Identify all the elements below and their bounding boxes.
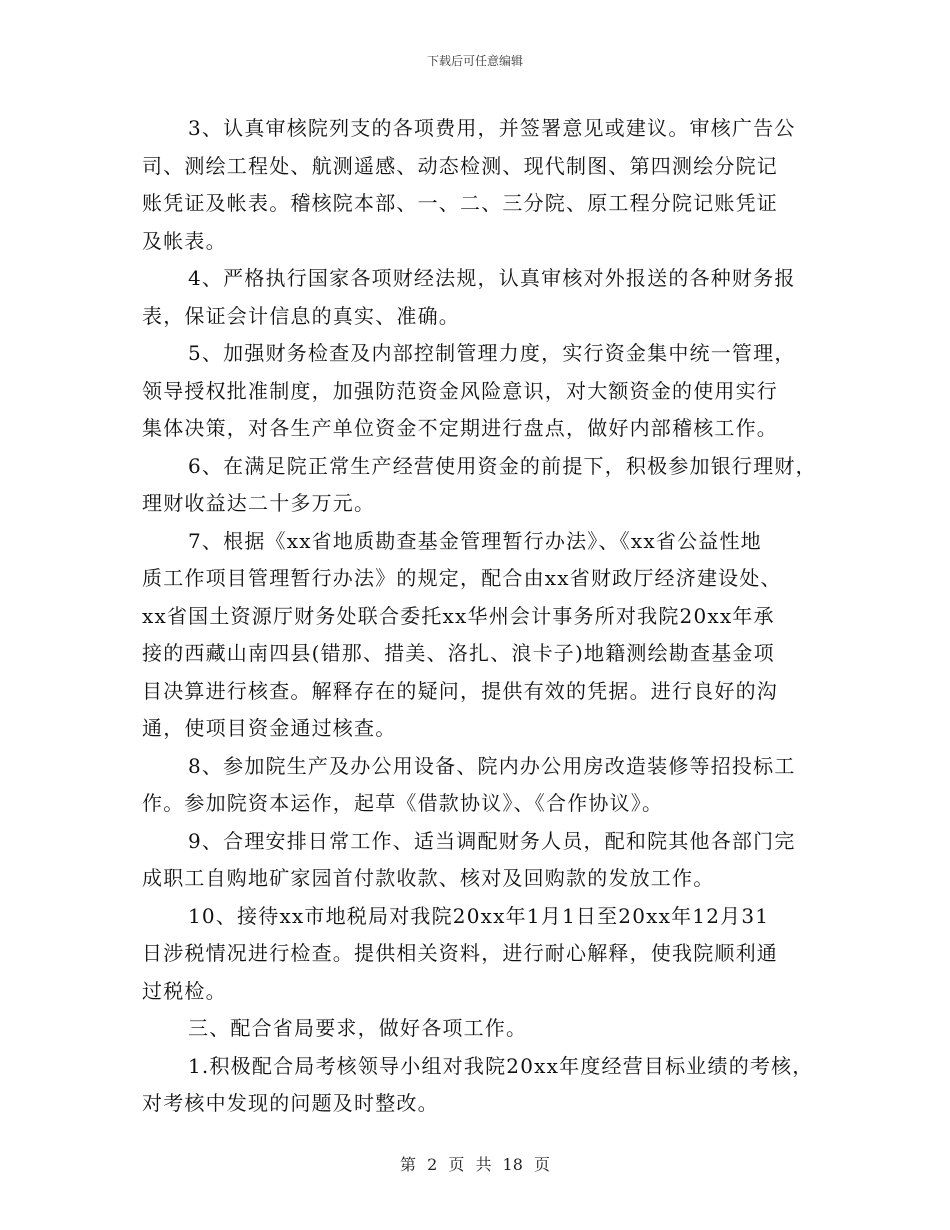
text-line: 成职工自购地矿家园首付款收款、核对及回购款的发放工作。: [142, 866, 715, 890]
text-line: 目决算进行核查。解释存在的疑问，提供有效的凭据。进行良好的沟: [142, 678, 778, 703]
text-line: 过税检。: [142, 978, 227, 1003]
text-line: 6、在满足院正常生产经营使用资金的前提下，积极参加银行理财，: [188, 453, 817, 478]
text-line: 集体决策，对各生产单位资金不定期进行盘点，做好内部稽核工作。: [142, 416, 778, 440]
text-line: 司、测绘工程处、航测遥感、动态检测、现代制图、第四测绘分院记: [142, 153, 778, 178]
text-line: 质工作项目管理暂行办法》的规定，配合由xx省财政厅经济建设处、: [142, 566, 782, 590]
text-line: 表，保证会计信息的真实、准确。: [142, 303, 460, 328]
text-line: 4、严格执行国家各项财经法规，认真审核对外报送的各种财务报: [188, 266, 796, 290]
text-line: 及帐表。: [142, 228, 227, 253]
text-line: 账凭证及帐表。稽核院本部、一、二、三分院、原工程分院记账凭证: [142, 191, 778, 215]
text-line: 作。参加院资本运作，起草《借款协议》、《合作协议》。: [142, 791, 664, 815]
text-line: 日涉税情况进行检查。提供相关资料，进行耐心解释，使我院顺利通: [142, 941, 778, 965]
text-line: 3、认真审核院列支的各项费用，并签署意见或建议。审核广告公: [188, 116, 796, 140]
text-line: 9、合理安排日常工作、适当调配财务人员，配和院其他各部门完: [188, 828, 796, 853]
text-line: xx省国土资源厅财务处联合委托xx华州会计事务所对我院20xx年承: [142, 603, 775, 628]
text-line: 通，使项目资金通过核查。: [142, 716, 397, 740]
text-line: 接的西藏山南四县(错那、措美、洛扎、浪卡子)地籍测绘勘查基金项: [142, 641, 775, 665]
text-line: 领导授权批准制度，加强防范资金风险意识，对大额资金的使用实行: [142, 378, 778, 403]
text-line: 1.积极配合局考核领导小组对我院20xx年度经营目标业绩的考核，: [188, 1053, 814, 1078]
text-line: 7、根据《xx省地质勘查基金管理暂行办法》、《xx省公益性地: [188, 528, 762, 553]
page-number-footer: 第 2 页 共 18 页: [400, 1155, 550, 1174]
text-line: 理财收益达二十多万元。: [142, 491, 376, 515]
page-header: 下载后可任意编辑: [426, 54, 523, 68]
text-line: 对考核中发现的问题及时整改。: [142, 1091, 439, 1115]
section-heading: 三、配合省局要求，做好各项工作。: [188, 1016, 528, 1040]
text-line: 10、接待xx市地税局对我院20xx年1月1日至20xx年12月31: [188, 903, 770, 928]
text-line: 5、加强财务检查及内部控制管理力度，实行资金集中统一管理，: [188, 341, 796, 365]
document-body: [142, 110, 817, 1123]
text-line: 8、参加院生产及办公用设备、院内办公用房改造装修等招投标工: [188, 753, 796, 778]
